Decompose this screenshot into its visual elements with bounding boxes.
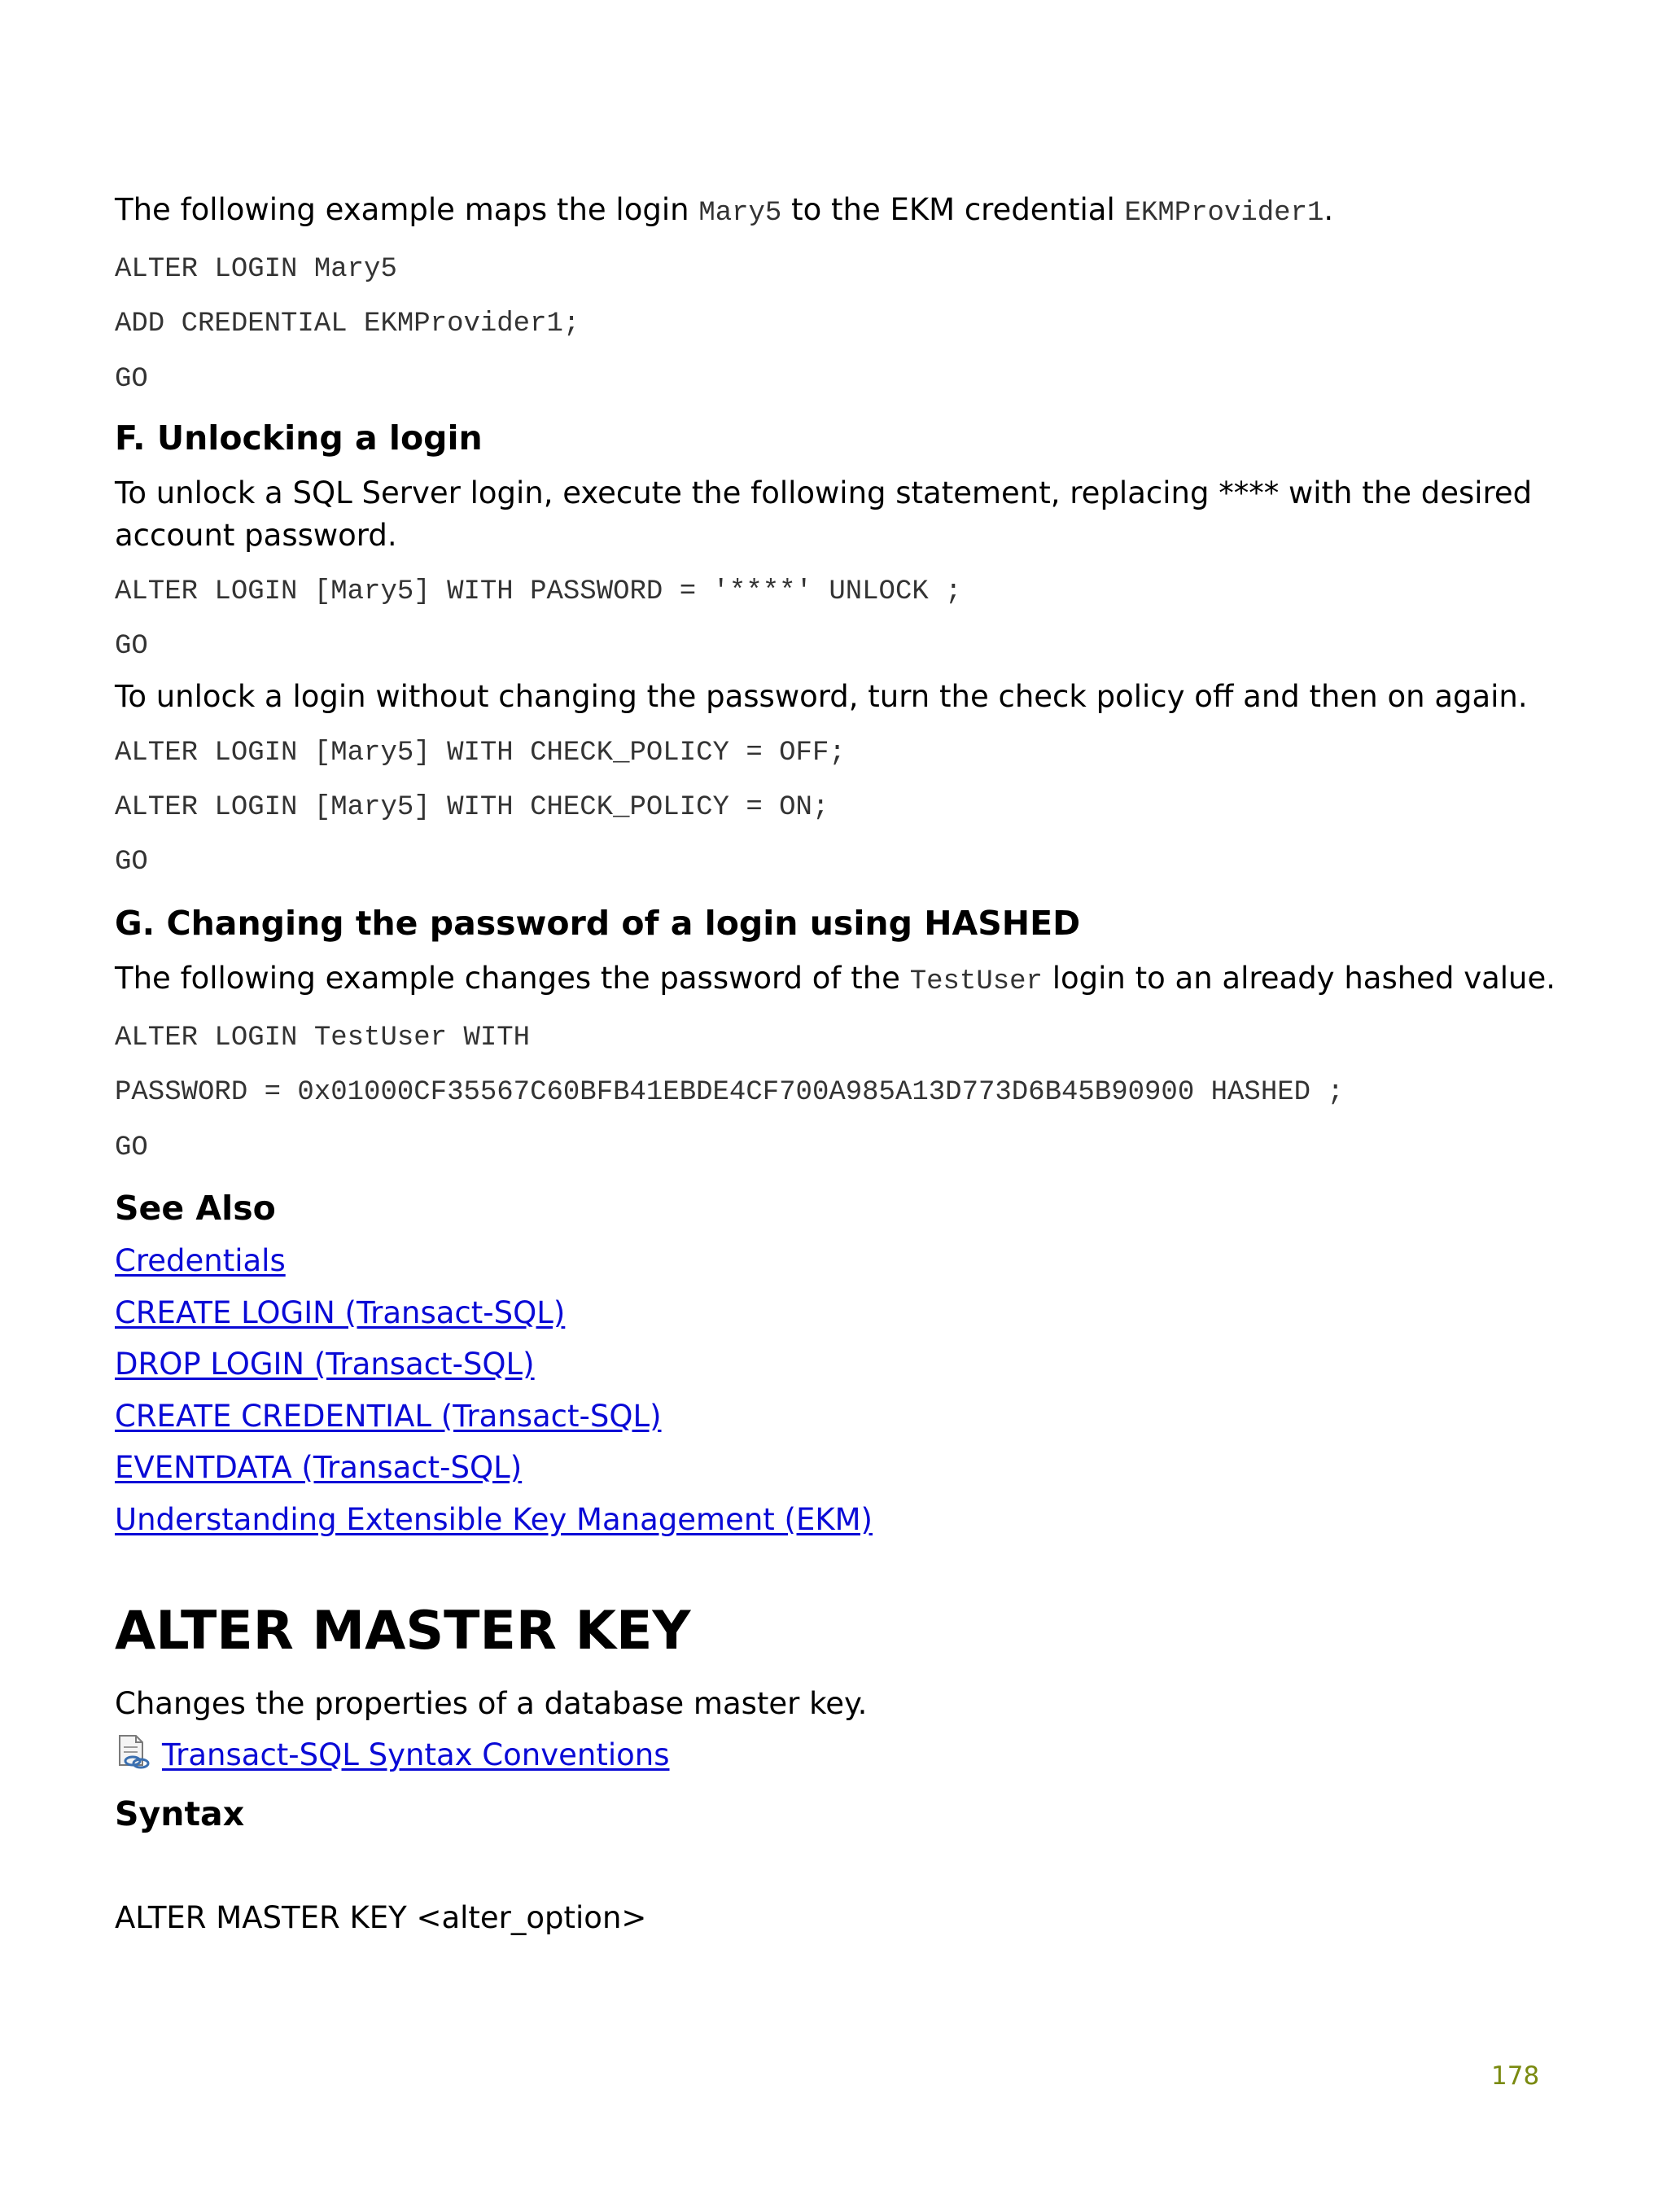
description: Changes the properties of a database master key.: [115, 1686, 868, 1721]
inline-code-credential: EKMProvider1: [1124, 198, 1324, 229]
link-create-credential[interactable]: CREATE CREDENTIAL (Transact-SQL): [115, 1399, 662, 1434]
code-line: ALTER LOGIN [Mary5] WITH CHECK_POLICY = ON;: [115, 792, 829, 823]
intro-text: to the EKM credential: [781, 192, 1125, 227]
section-e-intro: [115, 189, 1333, 234]
page-number: 178: [1491, 2061, 1540, 2091]
section-g-paragraph: [115, 957, 1555, 1003]
code-line: GO: [115, 847, 148, 878]
code-line: ALTER LOGIN TestUser WITH: [115, 1023, 531, 1053]
code-line: PASSWORD = 0x01000CF35567C60BFB41EBDE4CF700A985A13D773D6B45B90900 HASHED ;: [115, 1077, 1344, 1108]
link-drop-login[interactable]: DROP LOGIN (Transact-SQL): [115, 1347, 535, 1382]
inline-code-login: TestUser: [909, 966, 1043, 997]
code-line: ALTER LOGIN [Mary5] WITH PASSWORD = '****' UNLOCK ;: [115, 576, 962, 607]
syntax-line: ALTER MASTER KEY <alter_option>: [115, 1900, 647, 1935]
intro-text: .: [1324, 192, 1334, 227]
section-f-heading: F. Unlocking a login: [115, 418, 483, 458]
section-g-heading: G. Changing the password of a login using HASHED: [115, 904, 1081, 943]
document-link-icon: [115, 1734, 151, 1770]
paragraph-text: login to an already hashed value.: [1042, 961, 1556, 996]
code-line: ALTER LOGIN Mary5: [115, 254, 397, 285]
intro-text: The following example maps the login: [115, 192, 699, 227]
code-line: GO: [115, 1132, 148, 1163]
see-also-heading: See Also: [115, 1189, 276, 1228]
link-credentials[interactable]: Credentials: [115, 1243, 286, 1278]
section-f-paragraph: To unlock a SQL Server login, execute the following statement, replacing **** with the desired account password.: [115, 475, 1533, 553]
syntax-heading: Syntax: [115, 1794, 245, 1833]
code-line: ALTER LOGIN [Mary5] WITH CHECK_POLICY = OFF;: [115, 738, 846, 769]
link-ekm[interactable]: Understanding Extensible Key Management (EKM): [115, 1502, 873, 1537]
syntax-conventions-row: [115, 1734, 670, 1776]
link-syntax-conventions[interactable]: Transact-SQL Syntax Conventions: [162, 1737, 670, 1772]
paragraph-text: The following example changes the password of the: [115, 961, 910, 996]
inline-code-login: Mary5: [698, 198, 782, 229]
code-line: ADD CREDENTIAL EKMProvider1;: [115, 309, 580, 339]
link-create-login[interactable]: CREATE LOGIN (Transact-SQL): [115, 1295, 566, 1330]
link-eventdata[interactable]: EVENTDATA (Transact-SQL): [115, 1450, 523, 1485]
page-title: ALTER MASTER KEY: [115, 1601, 691, 1662]
section-f-paragraph: To unlock a login without changing the password, turn the check policy off and then on again.: [115, 679, 1528, 714]
code-line: GO: [115, 631, 148, 662]
code-line: GO: [115, 364, 148, 395]
